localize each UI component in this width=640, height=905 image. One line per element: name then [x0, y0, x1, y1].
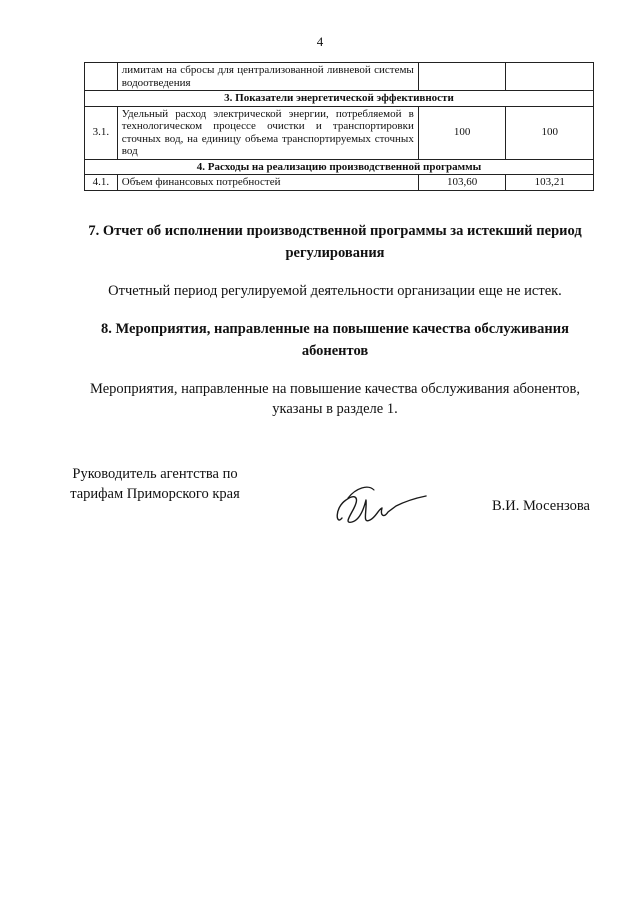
- table-section-row: [85, 91, 594, 107]
- section-8-text: Мероприятия, направленные на повышение качества обслуживания абонентов, указаны в разделе 1.: [90, 381, 580, 417]
- row-number-cell: 4.1.: [85, 175, 118, 191]
- section-3-title: 3. Показатели энергетической эффективности: [85, 91, 594, 107]
- row-description-cell: лимитам на сбросы для централизованной ливневой системы водоотведения: [117, 63, 418, 91]
- signer-title: Руководитель агентства по тарифам Приморского края: [70, 466, 240, 502]
- section-7-text: Отчетный период регулируемой деятельности организации еще не истек.: [108, 283, 562, 299]
- row-value-cell: 103,60: [418, 175, 506, 191]
- row-number-cell: 3.1.: [85, 106, 118, 159]
- row-description-cell: Удельный расход электрической энергии, потребляемой в технологическом процессе очистки и транспортировки сточных вод, на единицу объема транспортируемых сточных вод: [117, 106, 418, 159]
- table-row: [85, 63, 594, 91]
- row-description-cell: Объем финансовых потребностей: [117, 175, 418, 191]
- row-number-cell: [85, 63, 118, 91]
- row-value-cell: 100: [418, 106, 506, 159]
- section-4-title: 4. Расходы на реализацию производственной программы: [85, 159, 594, 175]
- row-value-cell: 100: [506, 106, 594, 159]
- table-row: [85, 175, 594, 191]
- row-value-cell: [506, 63, 594, 91]
- page-number: 4: [316, 34, 324, 49]
- section-8-heading: 8. Мероприятия, направленные на повышение качества обслуживания абонентов: [101, 321, 569, 359]
- table-row: [85, 106, 594, 159]
- signer-name: В.И. Мосензова: [492, 498, 590, 514]
- program-indicators-table: [84, 62, 594, 191]
- section-7-heading: 7. Отчет об исполнении производственной программы за истекший период регулирования: [88, 223, 582, 261]
- row-value-cell: 103,21: [506, 175, 594, 191]
- row-value-cell: [418, 63, 506, 91]
- table-section-row: [85, 159, 594, 175]
- handwritten-signature: [330, 478, 430, 533]
